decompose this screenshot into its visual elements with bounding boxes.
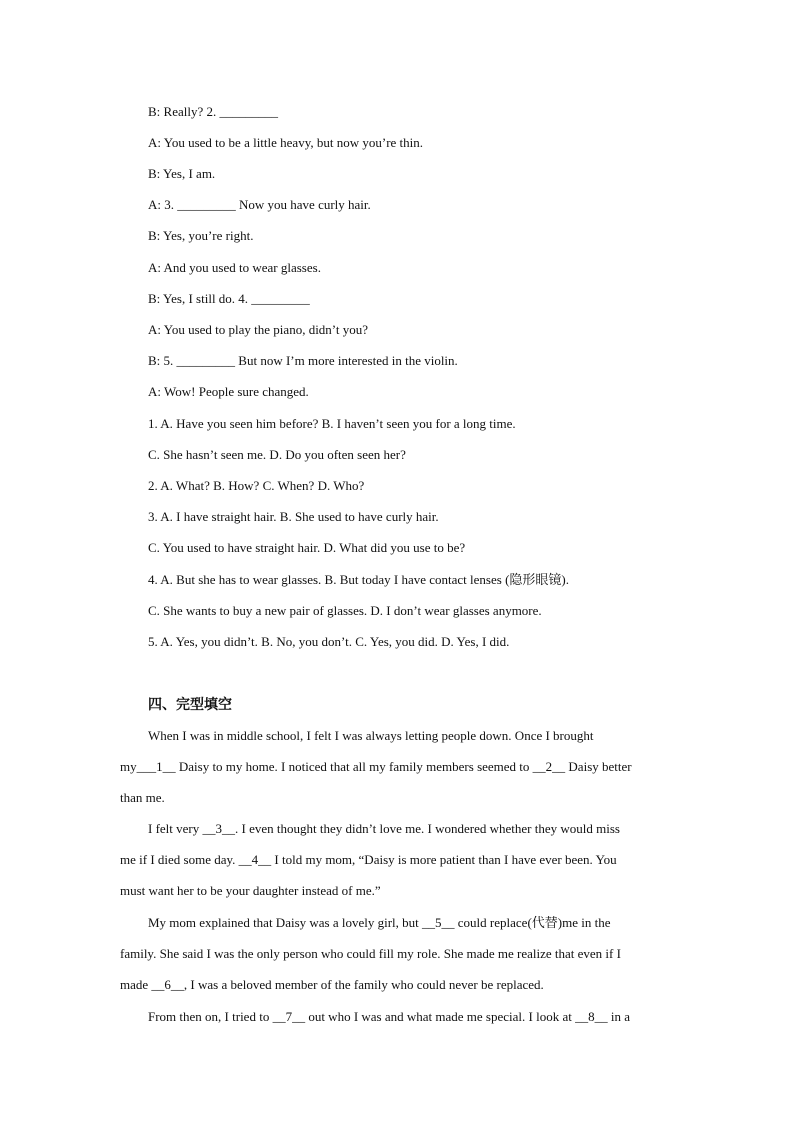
dialogue-line: A: You used to play the piano, didn’t you? bbox=[148, 322, 369, 337]
section-heading: 四、完型填空 bbox=[148, 697, 232, 713]
option-line: C. She hasn’t seen me. D. Do you often seen her? bbox=[148, 447, 406, 462]
dialogue-line: A: 3. _________ Now you have curly hair. bbox=[148, 197, 371, 212]
dialogue-line: B: Yes, I am. bbox=[148, 166, 216, 181]
dialogue-line: B: Yes, I still do. 4. _________ bbox=[148, 291, 310, 306]
passage-line: I felt very __3__. I even thought they didn’t love me. I wondered whether they would miss bbox=[148, 821, 620, 836]
option-line: 4. A. But she has to wear glasses. B. But today I have contact lenses (隐形眼镜). bbox=[148, 572, 569, 587]
passage-line: My mom explained that Daisy was a lovely girl, but __5__ could replace(代替)me in the bbox=[148, 915, 611, 930]
option-line: 2. A. What? B. How? C. When? D. Who? bbox=[148, 478, 365, 493]
dialogue-line: B: Yes, you’re right. bbox=[148, 228, 254, 243]
dialogue-line: B: Really? 2. _________ bbox=[148, 104, 278, 119]
passage-line: my___1__ Daisy to my home. I noticed that all my family members seemed to __2__ Daisy better bbox=[120, 759, 632, 774]
passage-line: From then on, I tried to __7__ out who I was and what made me special. I look at __8__ in a bbox=[148, 1009, 630, 1024]
dialogue-line: A: And you used to wear glasses. bbox=[148, 260, 321, 275]
passage-line: made __6__, I was a beloved member of the family who could never be replaced. bbox=[120, 977, 544, 992]
option-line: 3. A. I have straight hair. B. She used to have curly hair. bbox=[148, 509, 439, 524]
passage-line: than me. bbox=[120, 790, 165, 805]
option-line: C. She wants to buy a new pair of glasses. D. I don’t wear glasses anymore. bbox=[148, 603, 542, 618]
passage-line: When I was in middle school, I felt I was always letting people down. Once I brought bbox=[148, 728, 594, 743]
dialogue-line: B: 5. _________ But now I’m more interested in the violin. bbox=[148, 353, 458, 368]
option-line: 1. A. Have you seen him before? B. I haven’t seen you for a long time. bbox=[148, 416, 516, 431]
dialogue-line: A: You used to be a little heavy, but now you’re thin. bbox=[148, 135, 424, 150]
dialogue-line: A: Wow! People sure changed. bbox=[148, 384, 309, 399]
passage-line: must want her to be your daughter instead of me.” bbox=[120, 883, 381, 898]
option-line: C. You used to have straight hair. D. What did you use to be? bbox=[148, 540, 466, 555]
option-line: 5. A. Yes, you didn’t. B. No, you don’t. C. Yes, you did. D. Yes, I did. bbox=[148, 634, 510, 649]
passage-line: me if I died some day. __4__ I told my mom, “Daisy is more patient than I have ever been. You bbox=[120, 852, 617, 867]
passage-line: family. She said I was the only person who could fill my role. She made me realize that even if I bbox=[120, 946, 621, 961]
